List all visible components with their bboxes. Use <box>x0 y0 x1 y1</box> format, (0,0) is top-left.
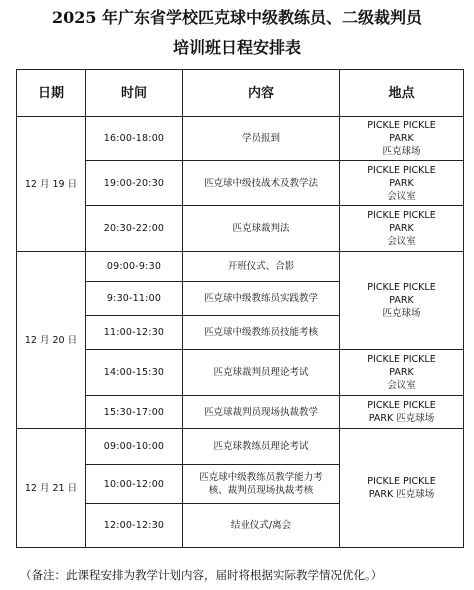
content-cell: 匹克球中级教练员实践教学 <box>183 282 340 316</box>
place-line: PARK 匹克球场 <box>368 413 435 424</box>
place-line: PARK <box>389 177 414 189</box>
date-cell: 12 月 21 日 <box>17 429 86 548</box>
place-line: PARK <box>389 133 414 144</box>
time-cell: 9:30-11:00 <box>86 282 183 316</box>
place-line: PICKLE PICKLE <box>367 400 436 411</box>
time-cell: 16:00-18:00 <box>86 117 183 161</box>
place-line: PICKLE PICKLE <box>367 354 436 365</box>
header-place: 地点 <box>340 70 464 117</box>
footnote: （备注：此课程安排为教学计划内容，届时将根据实际教学情况优化。） <box>20 568 383 582</box>
content-cell: 学员报到 <box>183 117 340 161</box>
date-cell: 12 月 19 日 <box>17 117 86 252</box>
place-cell <box>340 206 464 252</box>
table-row <box>17 117 464 161</box>
content-cell: 匹克球教练员理论考试 <box>183 429 340 465</box>
table-row <box>17 252 464 282</box>
place-cell <box>340 350 464 396</box>
content-line: 匹克球中级教练员教学能力考 <box>199 472 323 483</box>
place-line: PARK <box>389 367 414 378</box>
document-subtitle: 培训班日程安排表 <box>172 38 301 57</box>
place-line: PICKLE PICKLE <box>367 476 436 487</box>
time-cell: 19:00-20:30 <box>86 161 183 206</box>
header-row <box>17 70 464 117</box>
time-cell: 11:00-12:30 <box>86 316 183 350</box>
table-row <box>17 429 464 465</box>
date-cell: 12 月 20 日 <box>17 252 86 429</box>
place-cell <box>340 396 464 429</box>
place-line: PICKLE PICKLE <box>367 282 436 293</box>
place-line: 匹克球场 <box>382 308 421 319</box>
place-line: PARK 匹克球场 <box>368 489 435 500</box>
content-line: 核、裁判员现场执裁考核 <box>208 485 314 496</box>
place-line: 会议室 <box>387 236 416 247</box>
time-cell: 12:00-12:30 <box>86 504 183 548</box>
place-line: PICKLE PICKLE <box>367 164 436 176</box>
content-cell: 匹克球裁判员理论考试 <box>183 350 340 396</box>
content-cell <box>183 465 340 504</box>
time-cell: 09:00-9:30 <box>86 252 183 282</box>
schedule-table <box>16 69 464 548</box>
content-cell: 结业仪式/离会 <box>183 504 340 548</box>
content-cell: 开班仪式、合影 <box>183 252 340 282</box>
place-line: PICKLE PICKLE <box>367 120 436 131</box>
header-date: 日期 <box>17 70 86 117</box>
place-line: 会议室 <box>387 190 416 202</box>
time-cell: 10:00-12:00 <box>86 465 183 504</box>
time-cell: 20:30-22:00 <box>86 206 183 252</box>
place-line: 匹克球场 <box>382 146 421 157</box>
header-time: 时间 <box>86 70 183 117</box>
content-cell: 匹克球裁判员现场执裁教学 <box>183 396 340 429</box>
content-cell: 匹克球中级技战术及教学法 <box>183 161 340 206</box>
time-cell: 14:00-15:30 <box>86 350 183 396</box>
place-cell <box>340 161 464 206</box>
place-line: PARK <box>389 223 414 234</box>
time-cell: 09:00-10:00 <box>86 429 183 465</box>
time-cell: 15:30-17:00 <box>86 396 183 429</box>
header-content: 内容 <box>183 70 340 117</box>
content-cell: 匹克球中级教练员技能考核 <box>183 316 340 350</box>
document-title: 2025 年广东省学校匹克球中级教练员、二级裁判员 <box>51 8 423 27</box>
place-line: PICKLE PICKLE <box>367 210 436 221</box>
place-cell <box>340 252 464 350</box>
content-cell: 匹克球裁判法 <box>183 206 340 252</box>
place-line: PARK <box>389 295 414 306</box>
place-cell <box>340 429 464 548</box>
place-line: 会议室 <box>387 380 416 391</box>
place-cell <box>340 117 464 161</box>
